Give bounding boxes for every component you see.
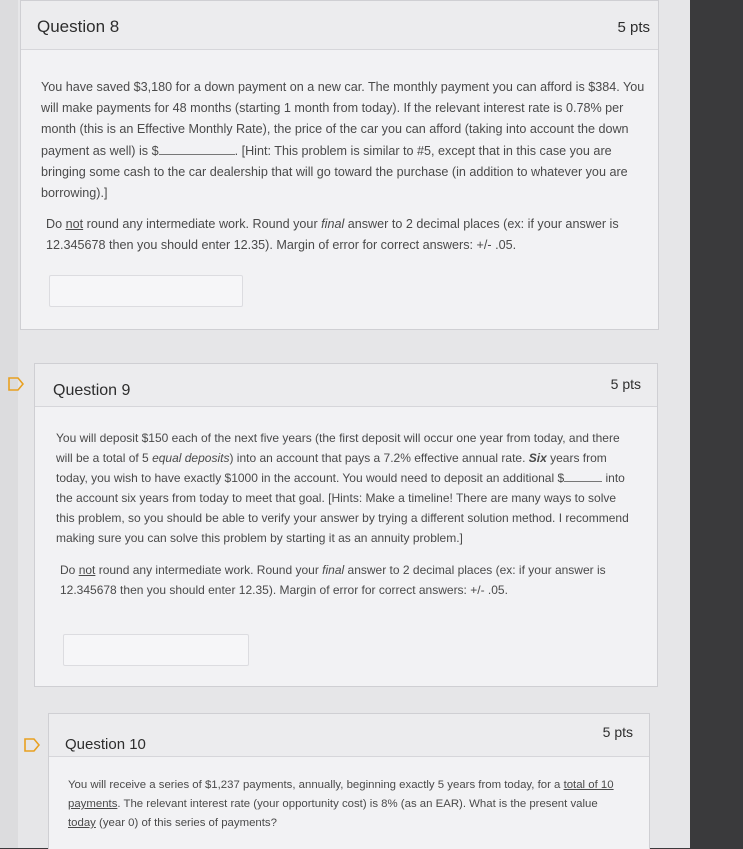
question-8-points: 5 pts [617, 19, 650, 36]
question-9-points: 5 pts [610, 376, 641, 392]
question-9-header [35, 364, 657, 407]
question-10-card [48, 713, 650, 849]
question-8-title: Question 8 [37, 17, 120, 36]
question-8-card [20, 0, 659, 330]
question-10-title: Question 10 [65, 736, 146, 753]
question-9-instructions: Do not round any intermediate work. Round your final answer to 2 decimal places (ex: if your answer is 12.345678 then you should enter 12.35). Margin of error for correct answers: +/- .05. [60, 563, 606, 597]
question-9-text: You will deposit $150 each of the next five years (the first deposit will occur one year from today, and there will be a total of 5 equal deposits) into an account that pays a 7.2% effective annual rate. Six years from today, you wish to have exactly $1000 in the account. You would need to deposit an additional $ into the account six years from today to meet that goal. [Hints: Make a timeline! There are many ways to solve this problem, so you should be able to verify your answer by trying a different solution method. I recommend making sure you can solve this problem by starting it as an annuity problem.] [56, 431, 629, 545]
question-9-body [56, 428, 636, 610]
question-8-blank[interactable] [159, 142, 235, 155]
question-10-body [68, 776, 628, 843]
question-9-title: Question 9 [53, 382, 131, 399]
question-8-answer-input[interactable] [49, 275, 243, 307]
flag-icon[interactable] [8, 377, 24, 391]
question-8-text: You have saved $3,180 for a down payment on a new car. The monthly payment you can afford is $384. You will make payments for 48 months (starting 1 month from today). If the relevant interest rate is 0.78% per month (this is an Effective Monthly Rate), the price of the car you can afford (taking into account the down payment as well) is $ . [Hint: This problem is similar to #5, except that in this case you are bringing some cash to the car dealership that will go toward the purchase (in addition to whatever you are borrowing).] [41, 80, 645, 201]
flag-icon[interactable] [24, 738, 40, 752]
question-9-answer-input[interactable] [63, 634, 249, 666]
question-10-points: 5 pts [602, 724, 633, 740]
question-10-header [49, 714, 649, 757]
question-9-blank[interactable] [564, 469, 602, 482]
question-9-card [34, 363, 658, 687]
question-8-instructions: Do not round any intermediate work. Round your final answer to 2 decimal places (ex: if your answer is 12.345678 then you should enter 12.35). Margin of error for correct answers: +/- .05. [46, 217, 619, 253]
left-gutter [0, 0, 18, 848]
question-8-header [21, 1, 658, 50]
question-8-body [41, 77, 645, 267]
question-10-text: You will receive a series of $1,237 payments, annually, beginning exactly 5 years from today, for a total of 10 payments. The relevant interest rate (your opportunity cost) is 8% (as an EAR). What is the present value today (year 0) of this series of payments? [68, 779, 614, 829]
